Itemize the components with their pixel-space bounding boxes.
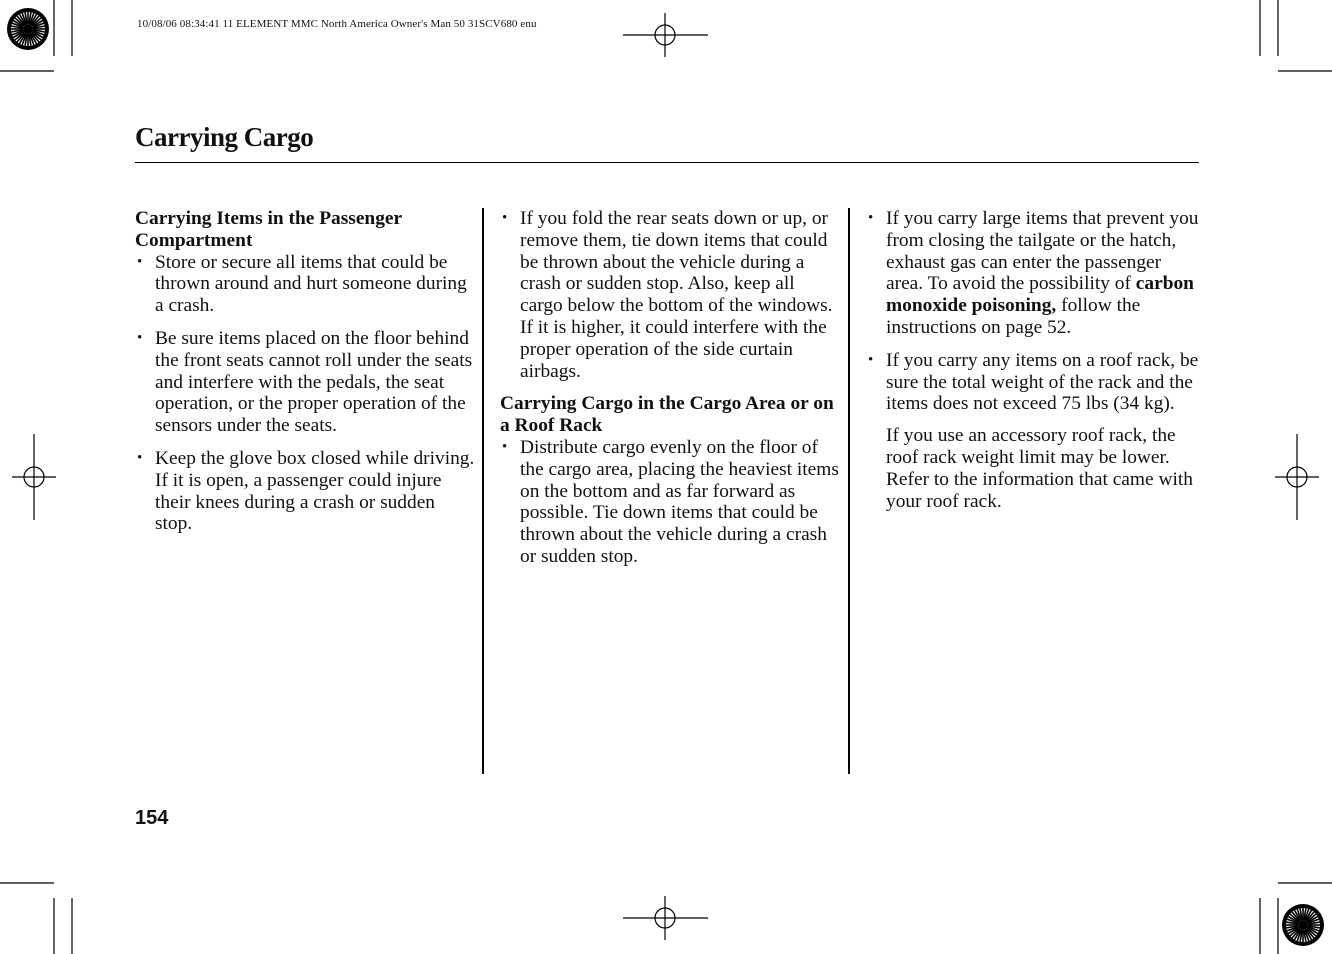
list-item-text: Distribute cargo evenly on the floor of the cargo area, placing the heaviest items on the bottom and as far forward as possible. Tie down items that could be thrown about the vehicle during a crash or sudden stop.	[520, 436, 839, 567]
list-item-text: If you carry large items that prevent you from closing the tailgate or the hatch, exhaust gas can enter the passenger area. To avoid the possibility of	[886, 208, 1199, 295]
print-info: 10/08/06 08:34:41 11 ELEMENT MMC North America Owner's Man 50 31SCV680 enu	[137, 18, 537, 30]
list-item-text: Store or secure all items that could be thrown around and hurt someone during a crash.	[155, 251, 467, 317]
bullet-icon: •	[137, 253, 143, 270]
list-item-text: Be sure items placed on the floor behind the front seats cannot roll under the seats and interfere with the pedals, the seat operation, or the proper operation of the sensors under the seats.	[155, 327, 473, 437]
warning-emphasis: carbon monoxide poisoning,	[886, 273, 1194, 317]
registration-mark-icon	[12, 434, 56, 520]
starburst-target-icon	[7, 8, 49, 50]
page-number: 154	[135, 807, 169, 829]
list-item-text: If you fold the rear seats down or up, or remove them, tie down items that could be thrown about the vehicle during a crash or sudden stop. Also, keep all cargo below the bottom of the windows. If it is higher, it could interfere with the proper operation of the side curtain airbags.	[520, 208, 833, 382]
starburst-target-icon	[1282, 904, 1324, 946]
list-item-text: Keep the glove box closed while driving. If it is open, a passenger could injure their knees during a crash or sudden stop.	[155, 447, 475, 535]
list-item-text: If you carry any items on a roof rack, be sure the total weight of the rack and the items does not exceed 75 lbs (34 kg).	[886, 349, 1199, 415]
bullet-icon: •	[502, 210, 508, 226]
bullet-icon: •	[137, 329, 143, 346]
bullet-icon: •	[868, 210, 874, 226]
list-item-text: follow the instructions on page 52.	[886, 295, 1141, 338]
registration-mark-icon	[623, 896, 708, 940]
page-title: Carrying Cargo	[135, 122, 314, 152]
bullet-icon: •	[137, 449, 143, 466]
bullet-icon: •	[502, 438, 508, 455]
registration-mark-icon	[1275, 434, 1319, 520]
section-heading-cargo-area: Carrying Cargo in the Cargo Area or on a Roof Rack	[500, 393, 834, 437]
bullet-icon: •	[868, 351, 874, 368]
section-heading-passenger-compartment: Carrying Items in the Passenger Compartment	[135, 208, 402, 251]
registration-mark-icon	[623, 13, 708, 57]
roof-rack-note: If you use an accessory roof rack, the roof rack weight limit may be lower. Refer to the information that came with your roof rack.	[886, 425, 1193, 512]
